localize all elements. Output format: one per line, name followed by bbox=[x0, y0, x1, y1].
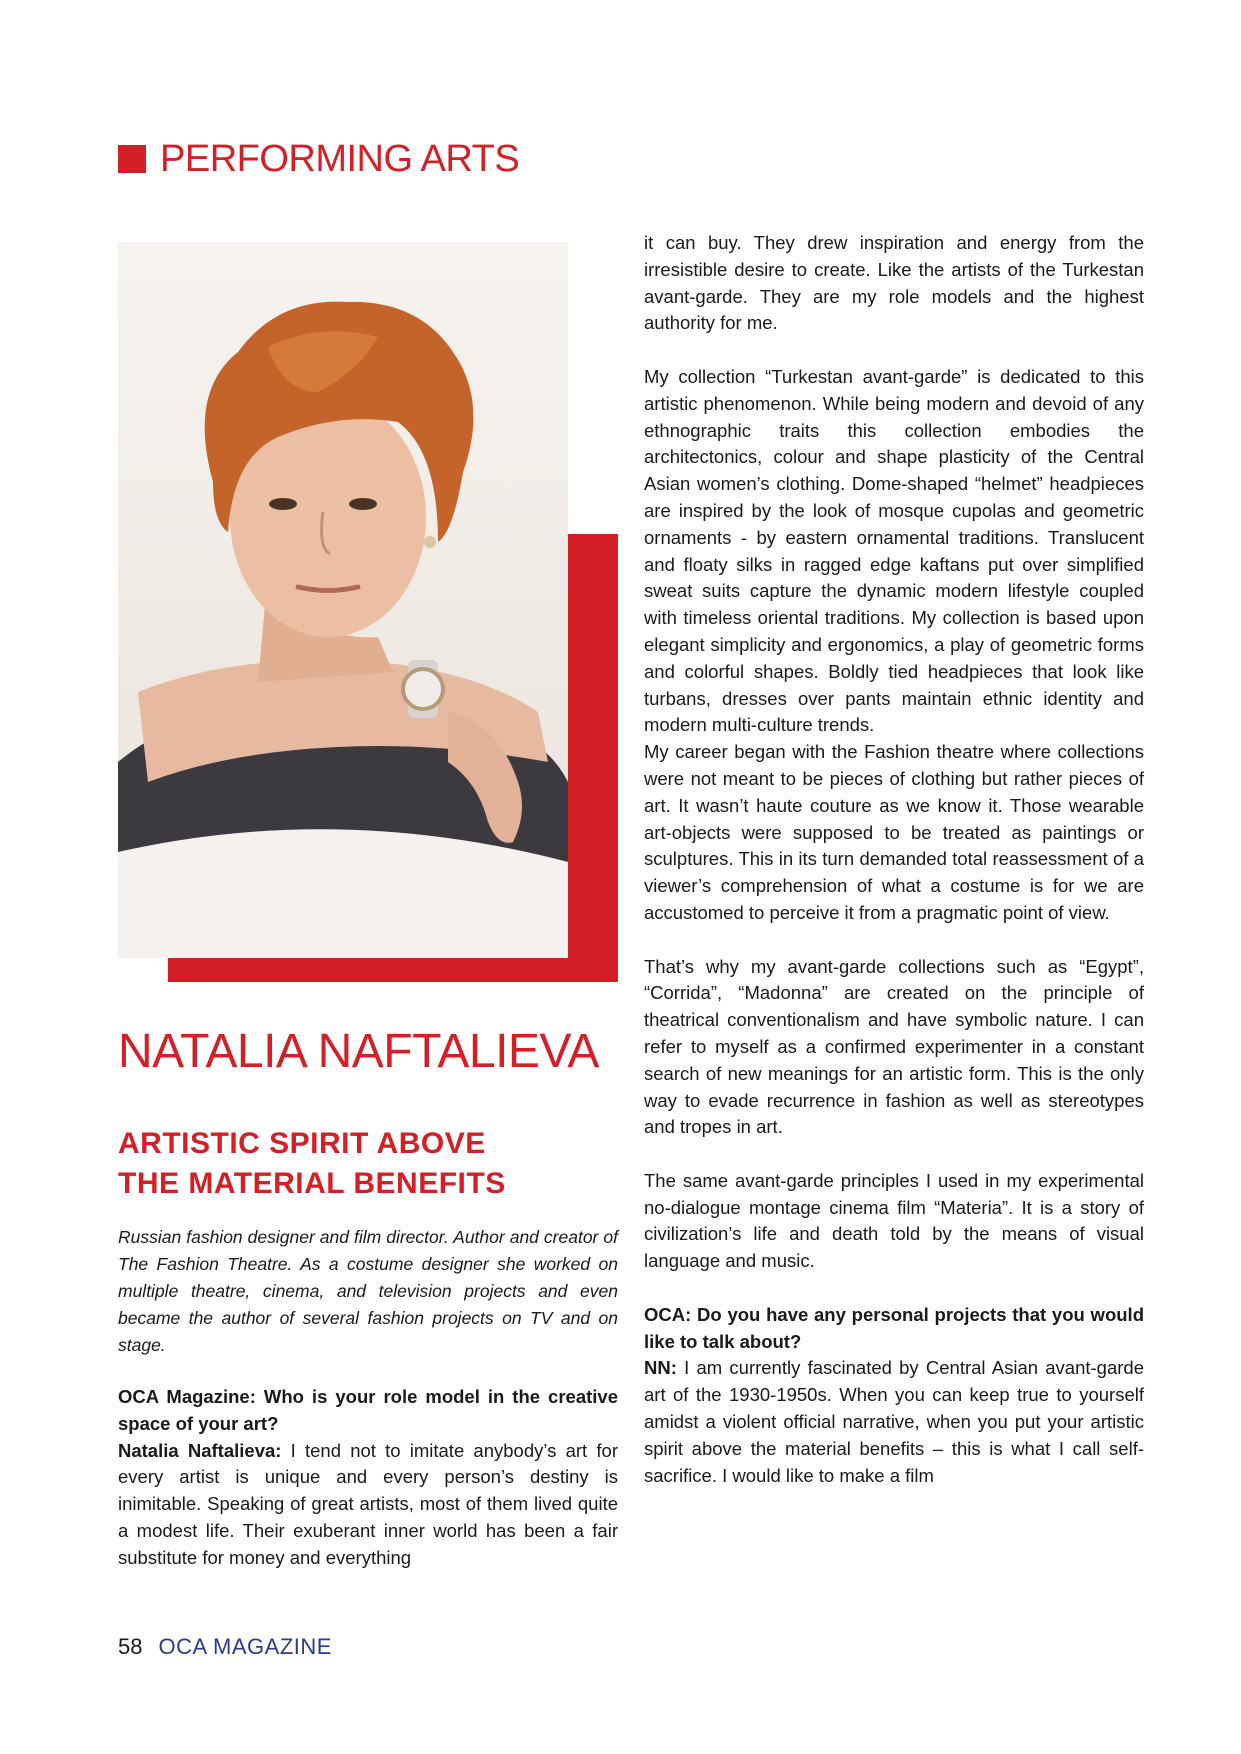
question-1-text: Who is your role model in the creative space of your art? bbox=[118, 1386, 618, 1434]
question-2 bbox=[644, 1302, 1144, 1356]
page-footer bbox=[118, 1634, 332, 1660]
section-marker-square bbox=[118, 145, 146, 173]
portrait-photo bbox=[118, 242, 568, 958]
article-intro: Russian fashion designer and film director. Author and creator of The Fashion Theatre. As a costume designer she worked on multiple theatre, cinema, and television projects and even became the author of several fashion projects on TV and on stage. bbox=[118, 1227, 618, 1355]
portrait-figure bbox=[118, 242, 618, 982]
answer-2-text: I am currently fascinated by Central Asian avant-garde art of the 1930-1950s. When you can keep true to yourself amidst a violent official narrative, when you put your artistic spirit above the material benefits – this is what I call self-sacrifice. I would like to make a film bbox=[644, 1357, 1144, 1486]
article-title: NATALIA NAFTALIEVA bbox=[118, 1025, 599, 1078]
answer-2 bbox=[644, 1355, 1144, 1489]
answer-1-continued: it can buy. They drew inspiration and energy from the irresistible desire to create. Like the artists of the Turkestan avant-garde. They are my role models and the highest authority for me. bbox=[644, 232, 1144, 334]
paragraph-career: My career began with the Fashion theatre where collections were not meant to be pieces of clothing but rather pieces of art. It wasn’t haute couture as we know it. Those wearable art-objects were supposed to be treated as paintings or sculptures. This in its turn demanded total reassessment of a viewer’s comprehension of what a costume is for we are accustomed to perceive it from a pragmatic point of view. bbox=[644, 741, 1144, 923]
question-1 bbox=[118, 1384, 618, 1438]
page-number: 58 bbox=[118, 1634, 143, 1659]
answer-2-label: NN: bbox=[644, 1357, 677, 1379]
left-column-interview bbox=[118, 1384, 618, 1572]
answer-1-label: Natalia Naftalieva: bbox=[118, 1439, 282, 1461]
magazine-name: OCA MAGAZINE bbox=[158, 1634, 332, 1659]
article-headline bbox=[118, 1124, 628, 1204]
right-column-text bbox=[644, 230, 1144, 1489]
paragraph-materia: The same avant-garde principles I used in my experimental no-dialogue montage cinema film “Materia”. It is a story of civilization’s life and death told by the means of visual language and music. bbox=[644, 1169, 1144, 1272]
answer-1-text: I tend not to imitate anybody’s art for every artist is unique and every person’s destiny is inimitable. Speaking of great artists, most of them lived quite a modest life. Their exuberant inner world has been a fair substitute for money and everything bbox=[118, 1439, 618, 1568]
red-frame-vertical bbox=[568, 534, 618, 982]
section-title: PERFORMING ARTS bbox=[160, 138, 520, 180]
section-header bbox=[118, 140, 519, 178]
question-2-text: Do you have any personal projects that you would like to talk about? bbox=[644, 1303, 1144, 1352]
paragraph-avant-garde: That’s why my avant-garde collections such as “Egypt”, “Corrida”, “Madonna” are created on the principle of theatrical conventionalism and have symbolic nature. I can refer to myself as a confirmed experimenter in a constant search of new meanings for an artistic form. This is the only way to evade recurrence in fashion as well as stereotypes and tropes in art. bbox=[644, 955, 1144, 1138]
question-2-label: OCA: bbox=[644, 1303, 692, 1325]
headline-line-1: ARTISTIC SPIRIT ABOVE bbox=[118, 1127, 486, 1160]
answer-1 bbox=[118, 1438, 618, 1572]
headline-line-2: THE MATERIAL BENEFITS bbox=[118, 1167, 506, 1200]
portrait-illustration bbox=[118, 242, 568, 958]
paragraph-collection: My collection “Turkestan avant-garde” is dedicated to this artistic phenomenon. While being modern and devoid of any ethnographic traits this collection embodies the architectonics, colour and shape plasticity of the Central Asian women’s clothing. Dome-shaped “helmet” headpieces are inspired by the look of mosque cupolas and geometric ornaments - by eastern ornamental traditions. Translucent and floaty silks in ragged edge kaftans put over simplified sweat suits capture the dynamic modern lifestyle coupled with timeless oriental traditions. My collection is based upon elegant simplicity and ergonomics, a play of geometric forms and colorful shapes. Boldly tied headpieces that look like turbans, dresses over pants maintain ethnic identity and modern multi-culture trends. bbox=[644, 365, 1144, 736]
question-1-label: OCA Magazine: bbox=[118, 1386, 256, 1407]
